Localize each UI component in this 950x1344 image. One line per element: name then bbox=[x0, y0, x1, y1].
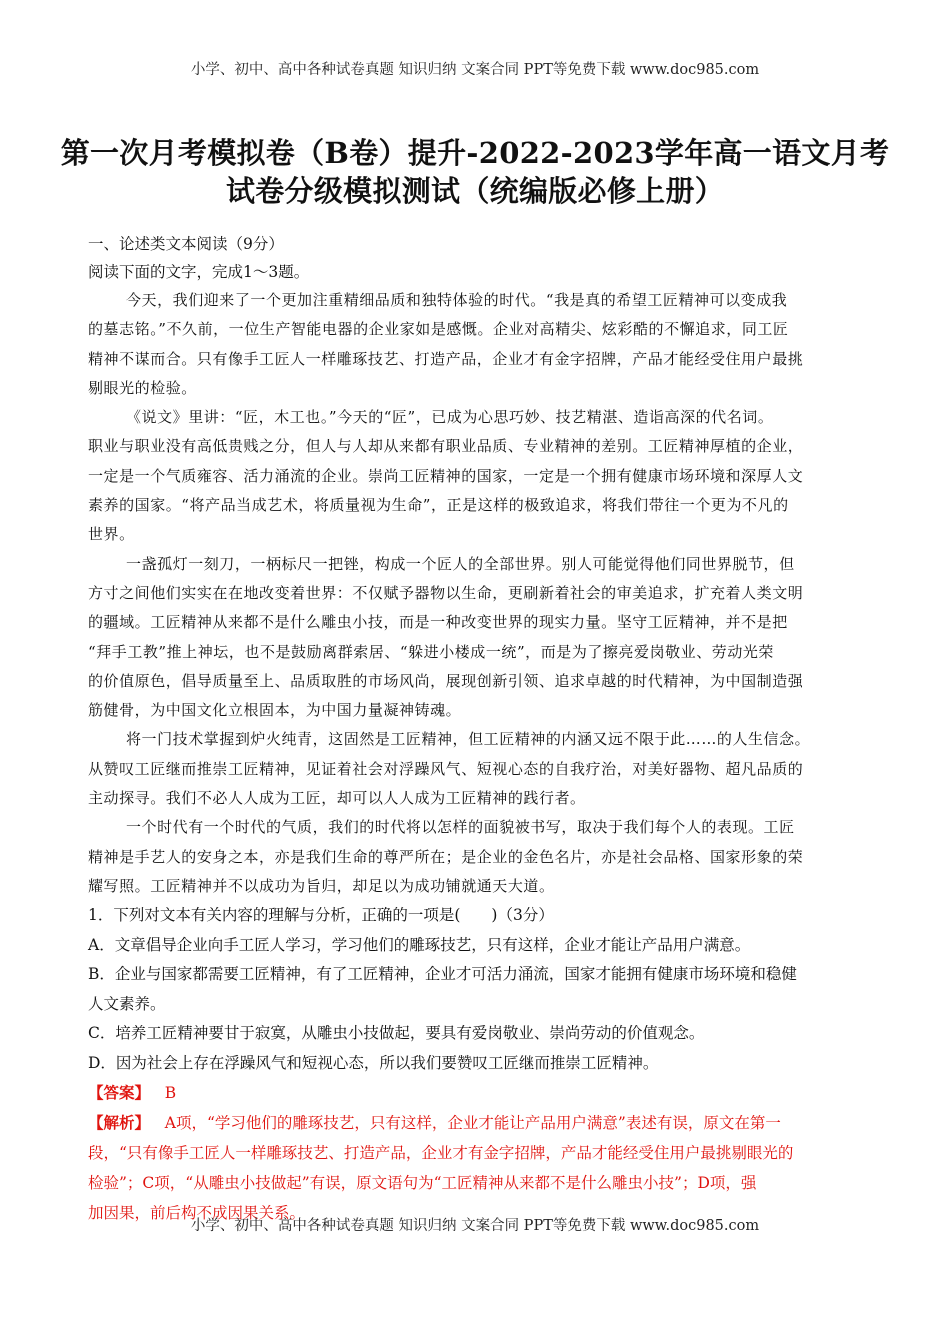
paragraph-line: 一个时代有一个时代的气质，我们的时代将以怎样的面貌被书写，取决于我们每个人的表现。工匠 bbox=[126, 818, 795, 837]
question-options bbox=[88, 931, 868, 1079]
paragraph-line: 耀写照。工匠精神并不以成功为旨归，却足以为成功铺就通天大道。 bbox=[88, 876, 555, 895]
paragraph bbox=[88, 813, 868, 901]
paragraph bbox=[88, 550, 868, 726]
paragraph-line: 主动探寻。我们不必人人成为工匠，却可以人人成为工匠精神的践行者。 bbox=[88, 789, 586, 808]
option-d bbox=[88, 1049, 868, 1079]
paragraph-line: 将一门技术掌握到炉火纯青，这固然是工匠精神，但工匠精神的内涵又远不限于此……的人生信念。 bbox=[126, 730, 811, 749]
paragraph-line: 素养的国家。“将产品当成艺术，将质量视为生命”，正是这样的极致追求，将我们带往一个更为不凡的 bbox=[88, 496, 789, 515]
paragraph-line: 今天，我们迎来了一个更加注重精细品质和独特体验的时代。“我是真的希望工匠精神可以变成我 bbox=[126, 291, 788, 309]
paragraph-line: 的墓志铭。”不久前，一位生产智能电器的企业家如是感慨。企业对高精尖、炫彩酷的不懈追求，同工匠 bbox=[88, 320, 789, 339]
option-a bbox=[88, 931, 868, 961]
section-heading: 一、论述类文本阅读（9分） bbox=[88, 235, 284, 253]
option-line: A．文章倡导企业向手工匠人学习，学习他们的雕琢技艺，只有这样，企业才能让产品用户满意。 bbox=[88, 935, 751, 954]
option-line: 人文素养。 bbox=[88, 994, 166, 1013]
title-line-1: 第一次月考模拟卷（B卷）提升-2022-2023学年高一语文月考 bbox=[60, 136, 890, 170]
section-instruction: 阅读下面的文字，完成1～3题。 bbox=[88, 263, 310, 281]
paragraph-line: 精神是手艺人的安身之本，亦是我们生命的尊严所在；是企业的金色名片，亦是社会品格、国家形象的荣 bbox=[88, 847, 804, 866]
question-stem: 1．下列对文本有关内容的理解与分析，正确的一项是( )（3分） bbox=[88, 906, 554, 925]
analysis-block bbox=[88, 1108, 868, 1228]
paragraph-line: 世界。 bbox=[88, 525, 135, 544]
paragraph-line: “拜手工教”推上神坛，也不是鼓励离群索居、“躲进小楼成一统”，而是为了擦亮爱岗敬业、劳动光荣 bbox=[88, 642, 774, 661]
option-line: B．企业与国家都需要工匠精神，有了工匠精神，企业才可活力涌流，国家才能拥有健康市场环境和稳健 bbox=[88, 965, 797, 984]
analysis-line bbox=[88, 1108, 868, 1138]
reading-passage bbox=[88, 286, 868, 901]
paragraph-line: 筋健骨，为中国文化立根固本，为中国力量凝神铸魂。 bbox=[88, 701, 462, 720]
analysis-text: A项，“学习他们的雕琢技艺，只有这样，企业才能让产品用户满意”表述有误，原文在第一 bbox=[164, 1114, 781, 1133]
page-footer: 小学、初中、高中各种试卷真题 知识归纳 文案合同 PPT等免费下载 www.doc985.com bbox=[190, 1218, 760, 1234]
analysis-label: 【解析】 bbox=[88, 1113, 151, 1133]
answer-line bbox=[88, 1078, 868, 1108]
paragraph bbox=[88, 403, 868, 549]
analysis-line: 检验”；C项，“从雕虫小技做起”有误，原文语句为“工匠精神从来都不是什么雕虫小技”；D项，强 bbox=[88, 1174, 757, 1193]
option-c bbox=[88, 1019, 868, 1049]
page-header: 小学、初中、高中各种试卷真题 知识归纳 文案合同 PPT等免费下载 www.doc985.com bbox=[190, 62, 760, 78]
paragraph-line: 的疆域。工匠精神从来都不是什么雕虫小技，而是一种改变世界的现实力量。坚守工匠精神，并不是把 bbox=[88, 613, 788, 632]
paragraph-line: 剔眼光的检验。 bbox=[88, 378, 197, 397]
option-line: D．因为社会上存在浮躁风气和短视心态，所以我们要赞叹工匠继而推崇工匠精神。 bbox=[88, 1053, 659, 1072]
option-line: C．培养工匠精神要甘于寂寞，从雕虫小技做起，要具有爱岗敬业、崇尚劳动的价值观念。 bbox=[88, 1024, 705, 1043]
paragraph-line: 从赞叹工匠继而推崇工匠精神，见证着社会对浮躁风气、短视心态的自我疗治，对美好器物、超凡品质的 bbox=[88, 759, 804, 778]
paragraph bbox=[88, 286, 868, 403]
paragraph-line: 精神不谋而合。只有像手工匠人一样雕琢技艺、打造产品，企业才有金字招牌，产品才能经受住用户最挑 bbox=[88, 349, 804, 368]
document-body bbox=[88, 230, 868, 1228]
paragraph-line: 职业与职业没有高低贵贱之分，但人与人却从来都有职业品质、专业精神的差别。工匠精神厚植的企业， bbox=[88, 437, 804, 456]
analysis-line: 段，“只有像手工匠人一样雕琢技艺、打造产品，企业才有金字招牌，产品才能经受住用户最挑剔眼光的 bbox=[88, 1144, 794, 1163]
page-title bbox=[40, 134, 910, 210]
paragraph-line: 的价值原色，倡导质量至上、品质取胜的市场风尚，展现创新引领、追求卓越的时代精神，为中国制造强 bbox=[88, 671, 804, 690]
option-b bbox=[88, 960, 868, 1019]
paragraph-line: 一定是一个气质雍容、活力涌流的企业。崇尚工匠精神的国家，一定是一个拥有健康市场环境和深厚人文 bbox=[88, 466, 804, 485]
paragraph-line: 一盏孤灯一刻刀，一柄标尺一把锉，构成一个匠人的全部世界。别人可能觉得他们同世界脱节，但 bbox=[126, 554, 795, 573]
paragraph-line: 《说文》里讲：“匠，木工也。”今天的“匠”，已成为心思巧妙、技艺精湛、造诣高深的代名词。 bbox=[126, 408, 774, 427]
answer-label: 【答案】 bbox=[88, 1083, 151, 1103]
paragraph-line: 方寸之间他们实实在在地改变着世界：不仅赋予器物以生命，更刷新着社会的审美追求，扩充着人类文明 bbox=[88, 583, 804, 602]
analysis-line: 加因果，前后构不成因果关系。 bbox=[88, 1204, 306, 1223]
paragraph bbox=[88, 725, 868, 813]
answer-value: B bbox=[164, 1084, 177, 1103]
title-line-2: 试卷分级模拟测试（统编版必修上册） bbox=[225, 174, 725, 208]
